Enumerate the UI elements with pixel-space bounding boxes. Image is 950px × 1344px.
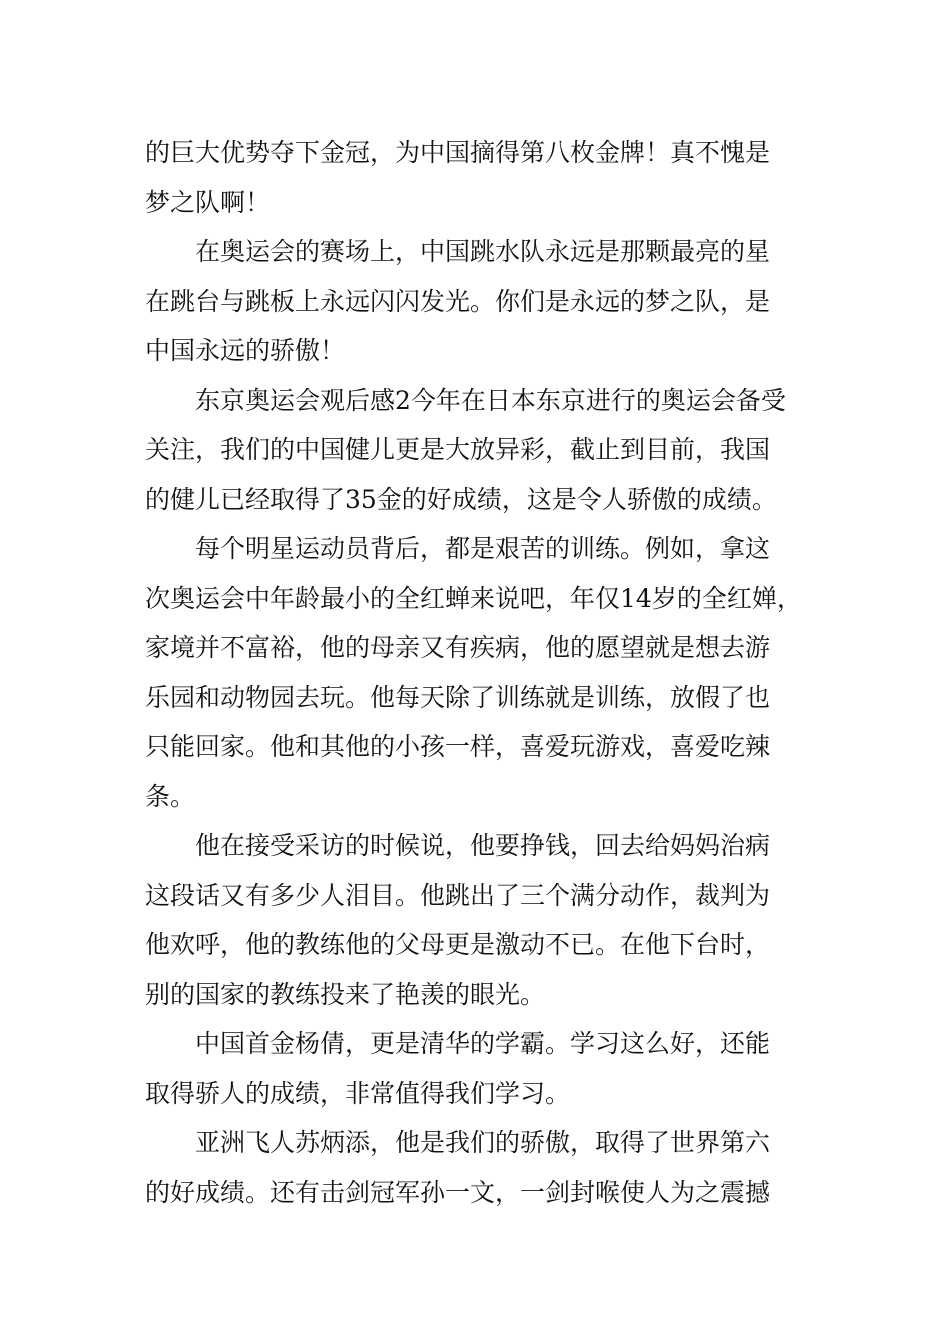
- text-line: 他在接受采访的时候说，他要挣钱，回去给妈妈治病: [145, 831, 771, 860]
- text-line: 东京奥运会观后感2今年在日本东京进行的奥运会备受: [145, 385, 786, 415]
- text-line: 在跳台与跳板上永远闪闪发光。你们是永远的梦之队，是: [145, 286, 771, 316]
- text-line: 在奥运会的赛场上，中国跳水队永远是那颗最亮的星: [145, 237, 771, 266]
- text-line: 他欢呼，他的教练他的父母更是激动不已。在他下台时，: [145, 930, 771, 959]
- document-body: [145, 128, 815, 1217]
- text-line: 亚洲飞人苏炳添，他是我们的骄傲，取得了世界第六: [145, 1128, 771, 1157]
- text-line: 这段话又有多少人泪目。他跳出了三个满分动作，裁判为: [145, 880, 771, 910]
- text-line: 家境并不富裕，他的母亲又有疾病，他的愿望就是想去游: [145, 633, 771, 662]
- text-line: 的健儿已经取得了35金的好成绩，这是令人骄傲的成绩。: [145, 484, 777, 514]
- text-line: 只能回家。他和其他的小孩一样，喜爱玩游戏，喜爱吃辣: [145, 732, 771, 761]
- text-line: 中国首金杨倩，更是清华的学霸。学习这么好，还能: [145, 1029, 771, 1058]
- text-line: 的巨大优势夺下金冠，为中国摘得第八枚金牌！真不愧是: [145, 138, 771, 167]
- text-line: 取得骄人的成绩，非常值得我们学习。: [145, 1078, 571, 1108]
- text-line: 关注，我们的中国健儿更是大放异彩，截止到目前，我国: [145, 435, 771, 464]
- text-line: 次奥运会中年龄最小的全红蝉来说吧，年仅14岁的全红婵，: [145, 583, 802, 613]
- text-line: 别的国家的教练投来了艳羡的眼光。: [145, 979, 546, 1009]
- text-line: 条。: [145, 781, 196, 811]
- text-line: 梦之队啊！: [145, 187, 271, 217]
- text-line: 的好成绩。还有击剑冠军孙一文，一剑封喉使人为之震撼: [145, 1177, 771, 1207]
- text-line: 乐园和动物园去玩。他每天除了训练就是训练，放假了也: [145, 682, 771, 712]
- text-line: 每个明星运动员背后，都是艰苦的训练。例如，拿这: [145, 534, 771, 563]
- text-line: 中国永远的骄傲！: [145, 336, 346, 365]
